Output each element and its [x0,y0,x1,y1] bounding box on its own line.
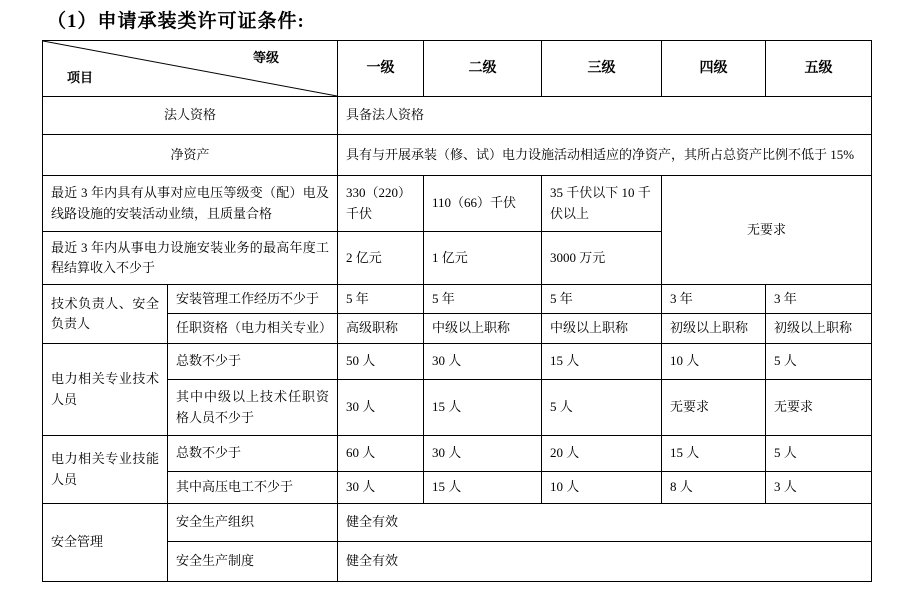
tech-total-level5: 5 人 [766,344,872,380]
level-header-4: 四级 [662,41,766,97]
hv-electricians-level3: 10 人 [542,472,662,504]
corner-cell [43,41,338,97]
qualification-level2: 中级以上职称 [424,314,542,344]
qualification-label: 任职资格（电力相关专业） [168,314,338,344]
legal-person-value: 具备法人资格 [338,97,872,135]
tech-midlevel-level1: 30 人 [338,380,424,436]
skilled-workers-group-label: 电力相关专业技能人员 [43,436,168,504]
qualification-level4: 初级以上职称 [662,314,766,344]
table-row [43,314,872,344]
safety-system-label: 安全生产制度 [168,542,338,582]
level-header-2: 二级 [424,41,542,97]
track-record-label: 最近 3 年内具有从事对应电压等级变（配）电及线路设施的安装活动业绩，且质量合格 [43,176,338,232]
table-row [43,97,872,135]
level-header-5: 五级 [766,41,872,97]
hv-electricians-label: 其中高压电工不少于 [168,472,338,504]
tech-midlevel-level3: 5 人 [542,380,662,436]
safety-organization-value: 健全有效 [338,504,872,542]
skill-total-level1: 60 人 [338,436,424,472]
hv-electricians-level5: 3 人 [766,472,872,504]
skill-total-level2: 30 人 [424,436,542,472]
technical-staff-group-label: 电力相关专业技术人员 [43,344,168,436]
tech-midlevel-level4: 无要求 [662,380,766,436]
track-record-level3: 35 千伏以下 10 千伏以上 [542,176,662,232]
corner-item-label: 项目 [67,69,94,85]
safety-management-group-label: 安全管理 [43,504,168,582]
net-assets-value: 具有与开展承装（修、试）电力设施活动相适应的净资产，其所占总资产比例不低于 15% [338,135,872,176]
annual-revenue-level3: 3000 万元 [542,232,662,285]
skill-total-label: 总数不少于 [168,436,338,472]
tech-midlevel-level2: 15 人 [424,380,542,436]
experience-level3: 5 年 [542,285,662,314]
safety-system-value: 健全有效 [338,542,872,582]
tech-midlevel-level5: 无要求 [766,380,872,436]
tech-total-level3: 15 人 [542,344,662,380]
table-row [43,542,872,582]
skill-total-level4: 15 人 [662,436,766,472]
table-row [43,380,872,436]
table-row [43,344,872,380]
table-header-row [43,41,872,97]
annual-revenue-level2: 1 亿元 [424,232,542,285]
table-row [43,504,872,542]
table-row [43,176,872,232]
experience-level1: 5 年 [338,285,424,314]
experience-level4: 3 年 [662,285,766,314]
no-requirement-merged-cell: 无要求 [662,176,872,285]
track-record-level1: 330（220）千伏 [338,176,424,232]
hv-electricians-level2: 15 人 [424,472,542,504]
license-conditions-table [42,40,872,582]
track-record-level2: 110（66）千伏 [424,176,542,232]
tech-total-label: 总数不少于 [168,344,338,380]
hv-electricians-level4: 8 人 [662,472,766,504]
annual-revenue-label: 最近 3 年内从事电力设施安装业务的最高年度工程结算收入不少于 [43,232,338,285]
table-row [43,436,872,472]
qualification-level1: 高级职称 [338,314,424,344]
corner-level-label: 等级 [252,50,279,65]
net-assets-label: 净资产 [43,135,338,176]
level-header-1: 一级 [338,41,424,97]
experience-label: 安装管理工作经历不少于 [168,285,338,314]
safety-organization-label: 安全生产组织 [168,504,338,542]
page-title: （1）申请承装类许可证条件: [47,11,305,32]
responsible-persons-group-label: 技术负责人、安全负责人 [43,285,168,344]
tech-midlevel-label: 其中中级以上技术任职资格人员不少于 [168,380,338,436]
experience-level2: 5 年 [424,285,542,314]
skill-total-level3: 20 人 [542,436,662,472]
experience-level5: 3 年 [766,285,872,314]
tech-total-level1: 50 人 [338,344,424,380]
table-row [43,285,872,314]
skill-total-level5: 5 人 [766,436,872,472]
tech-total-level4: 10 人 [662,344,766,380]
level-header-3: 三级 [542,41,662,97]
table-row [43,135,872,176]
tech-total-level2: 30 人 [424,344,542,380]
hv-electricians-level1: 30 人 [338,472,424,504]
legal-person-label: 法人资格 [43,97,338,135]
qualification-level5: 初级以上职称 [766,314,872,344]
table-row [43,472,872,504]
qualification-level3: 中级以上职称 [542,314,662,344]
annual-revenue-level1: 2 亿元 [338,232,424,285]
